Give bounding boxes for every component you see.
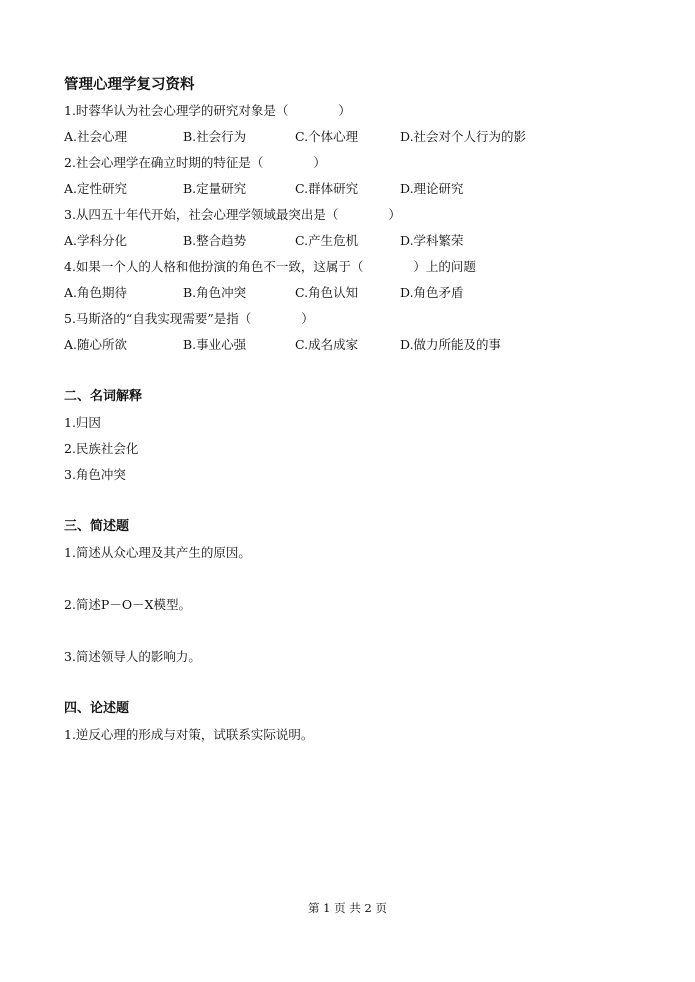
option-a: A.定性研究 xyxy=(64,181,128,196)
option-b: B.定量研究 xyxy=(183,181,247,196)
question-1: 1.时蓉华认为社会心理学的研究对象是（ ） xyxy=(64,103,351,118)
section-heading-terms: 二、名词解释 xyxy=(64,389,143,404)
option-c: C.成名成家 xyxy=(295,337,359,352)
essay-item: 1.逆反心理的形成与对策，试联系实际说明。 xyxy=(64,727,314,742)
short-answer-item: 2.简述P－O－X模型。 xyxy=(64,597,191,612)
option-b: B.整合趋势 xyxy=(183,233,247,248)
question-1-options xyxy=(64,124,644,150)
option-a: A.随心所欲 xyxy=(64,337,128,352)
question-4: 4.如果一个人的人格和他扮演的角色不一致，这属于（ ）上的问题 xyxy=(64,259,476,274)
question-4-options xyxy=(64,280,644,306)
question-2-options xyxy=(64,176,644,202)
option-a: A.角色期待 xyxy=(64,285,128,300)
option-d: D.社会对个人行为的影 xyxy=(400,129,527,144)
option-d: D.角色矛盾 xyxy=(400,285,464,300)
option-c: C.个体心理 xyxy=(295,129,359,144)
term-item: 2.民族社会化 xyxy=(64,441,139,456)
short-answer-item: 3.简述领导人的影响力。 xyxy=(64,649,201,664)
option-d: D.学科繁荣 xyxy=(400,233,464,248)
option-c: C.产生危机 xyxy=(295,233,359,248)
option-c: C.角色认知 xyxy=(295,285,359,300)
page-footer: 第 1 页 共 2 页 xyxy=(308,901,387,915)
option-c: C.群体研究 xyxy=(295,181,359,196)
option-a: A.社会心理 xyxy=(64,129,128,144)
option-b: B.社会行为 xyxy=(183,129,247,144)
question-5-options xyxy=(64,332,644,358)
option-b: B.事业心强 xyxy=(183,337,247,352)
option-d: D.理论研究 xyxy=(400,181,464,196)
document-title: 管理心理学复习资料 xyxy=(64,77,195,93)
short-answer-item: 1.简述从众心理及其产生的原因。 xyxy=(64,545,251,560)
question-5: 5.马斯洛的“自我实现需要”是指（ ） xyxy=(64,311,314,326)
option-a: A.学科分化 xyxy=(64,233,128,248)
question-3-options xyxy=(64,228,644,254)
question-3: 3.从四五十年代开始，社会心理学领域最突出是（ ） xyxy=(64,207,401,222)
section-heading-short-answer: 三、简述题 xyxy=(64,519,130,534)
section-heading-essay: 四、论述题 xyxy=(64,701,130,716)
document-page xyxy=(64,72,644,748)
option-d: D.做力所能及的事 xyxy=(400,337,502,352)
term-item: 3.角色冲突 xyxy=(64,467,126,482)
question-2: 2.社会心理学在确立时期的特征是（ ） xyxy=(64,155,326,170)
term-item: 1.归因 xyxy=(64,415,101,430)
option-b: B.角色冲突 xyxy=(183,285,247,300)
